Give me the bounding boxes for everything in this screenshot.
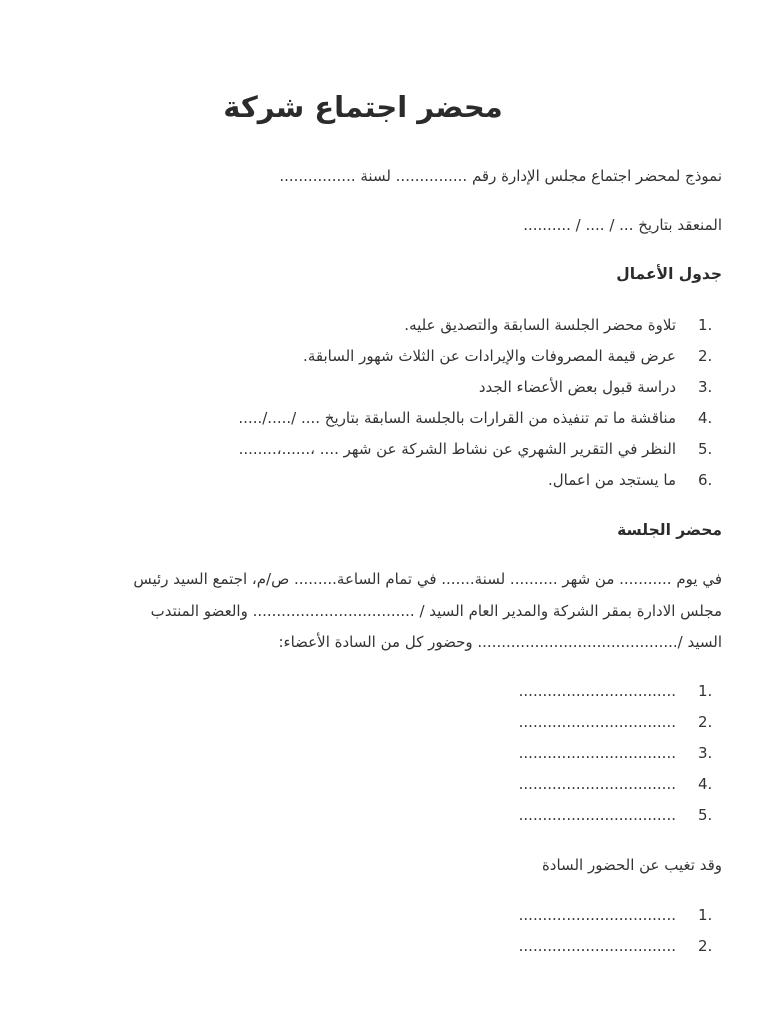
attendees-list xyxy=(519,676,722,831)
agenda-heading: جدول الأعمال xyxy=(616,265,722,283)
list-item-number: 3. xyxy=(698,378,713,396)
session-paragraph-line: مجلس الادارة بمقر الشركة والمدير العام السيد / .................................. والعضو المنتدب xyxy=(150,601,722,620)
list-item xyxy=(519,900,722,931)
list-item-text: ................................. xyxy=(518,682,676,700)
list-item-number: 3. xyxy=(698,744,713,762)
list-item-number: 1. xyxy=(698,682,713,700)
list-item-number: 5. xyxy=(698,440,713,458)
list-item xyxy=(238,372,722,403)
list-item-text: ................................. xyxy=(518,744,676,762)
session-heading: محضر الجلسة xyxy=(617,521,722,539)
list-item xyxy=(519,676,722,707)
agenda-list xyxy=(238,310,722,496)
list-item-number: 1. xyxy=(698,316,713,334)
list-item-text: دراسة قبول بعض الأعضاء الجدد xyxy=(478,378,676,396)
session-paragraph-line: في يوم ........... من شهر .......... لسنة....... في تمام الساعة......... ص/م، اجتمع السيد رئيس xyxy=(133,570,722,588)
list-item-text: ................................. xyxy=(518,937,676,955)
document-page xyxy=(48,0,722,1024)
date-line: المنعقد بتاريخ ... / .... / .......... xyxy=(523,216,722,234)
list-item xyxy=(519,800,722,831)
list-item-number: 4. xyxy=(698,775,713,793)
list-item-number: 1. xyxy=(698,906,713,924)
list-item-text: النظر في التقرير الشهري عن نشاط الشركة عن شهر .... ،......،........ xyxy=(238,440,676,458)
list-item xyxy=(238,465,722,496)
document-title: محضر اجتماع شركة xyxy=(223,90,503,124)
absent-heading: وقد تغيب عن الحضور السادة xyxy=(541,856,722,874)
list-item-text: ما يستجد من اعمال. xyxy=(547,471,676,489)
list-item-number: 5. xyxy=(698,806,713,824)
list-item xyxy=(238,341,722,372)
list-item-text: ................................. xyxy=(518,713,676,731)
list-item-text: ................................. xyxy=(518,775,676,793)
list-item xyxy=(238,310,722,341)
list-item-number: 2. xyxy=(698,713,713,731)
intro-line: نموذج لمحضر اجتماع مجلس الإدارة رقم ............... لسنة ................ xyxy=(279,167,722,185)
list-item-number: 2. xyxy=(698,937,713,955)
list-item xyxy=(238,434,722,465)
list-item-text: ................................. xyxy=(518,806,676,824)
list-item-text: تلاوة محضر الجلسة السابقة والتصديق عليه. xyxy=(404,316,676,334)
list-item-text: ................................. xyxy=(518,906,676,924)
absentees-list xyxy=(519,900,722,962)
list-item-text: عرض قيمة المصروفات والإيرادات عن الثلاث شهور السابقة. xyxy=(303,347,676,365)
list-item-number: 4. xyxy=(698,409,713,427)
list-item xyxy=(519,769,722,800)
list-item xyxy=(238,403,722,434)
list-item xyxy=(519,707,722,738)
session-paragraph xyxy=(48,564,722,659)
list-item xyxy=(519,738,722,769)
list-item-number: 6. xyxy=(698,471,713,489)
session-paragraph-line: السيد /.......................................... وحضور كل من السادة الأعضاء: xyxy=(278,633,722,651)
list-item-number: 2. xyxy=(698,347,713,365)
list-item xyxy=(519,931,722,962)
list-item-text: مناقشة ما تم تنفيذه من القرارات بالجلسة السابقة بتاريخ .... /...../..... xyxy=(238,409,676,427)
